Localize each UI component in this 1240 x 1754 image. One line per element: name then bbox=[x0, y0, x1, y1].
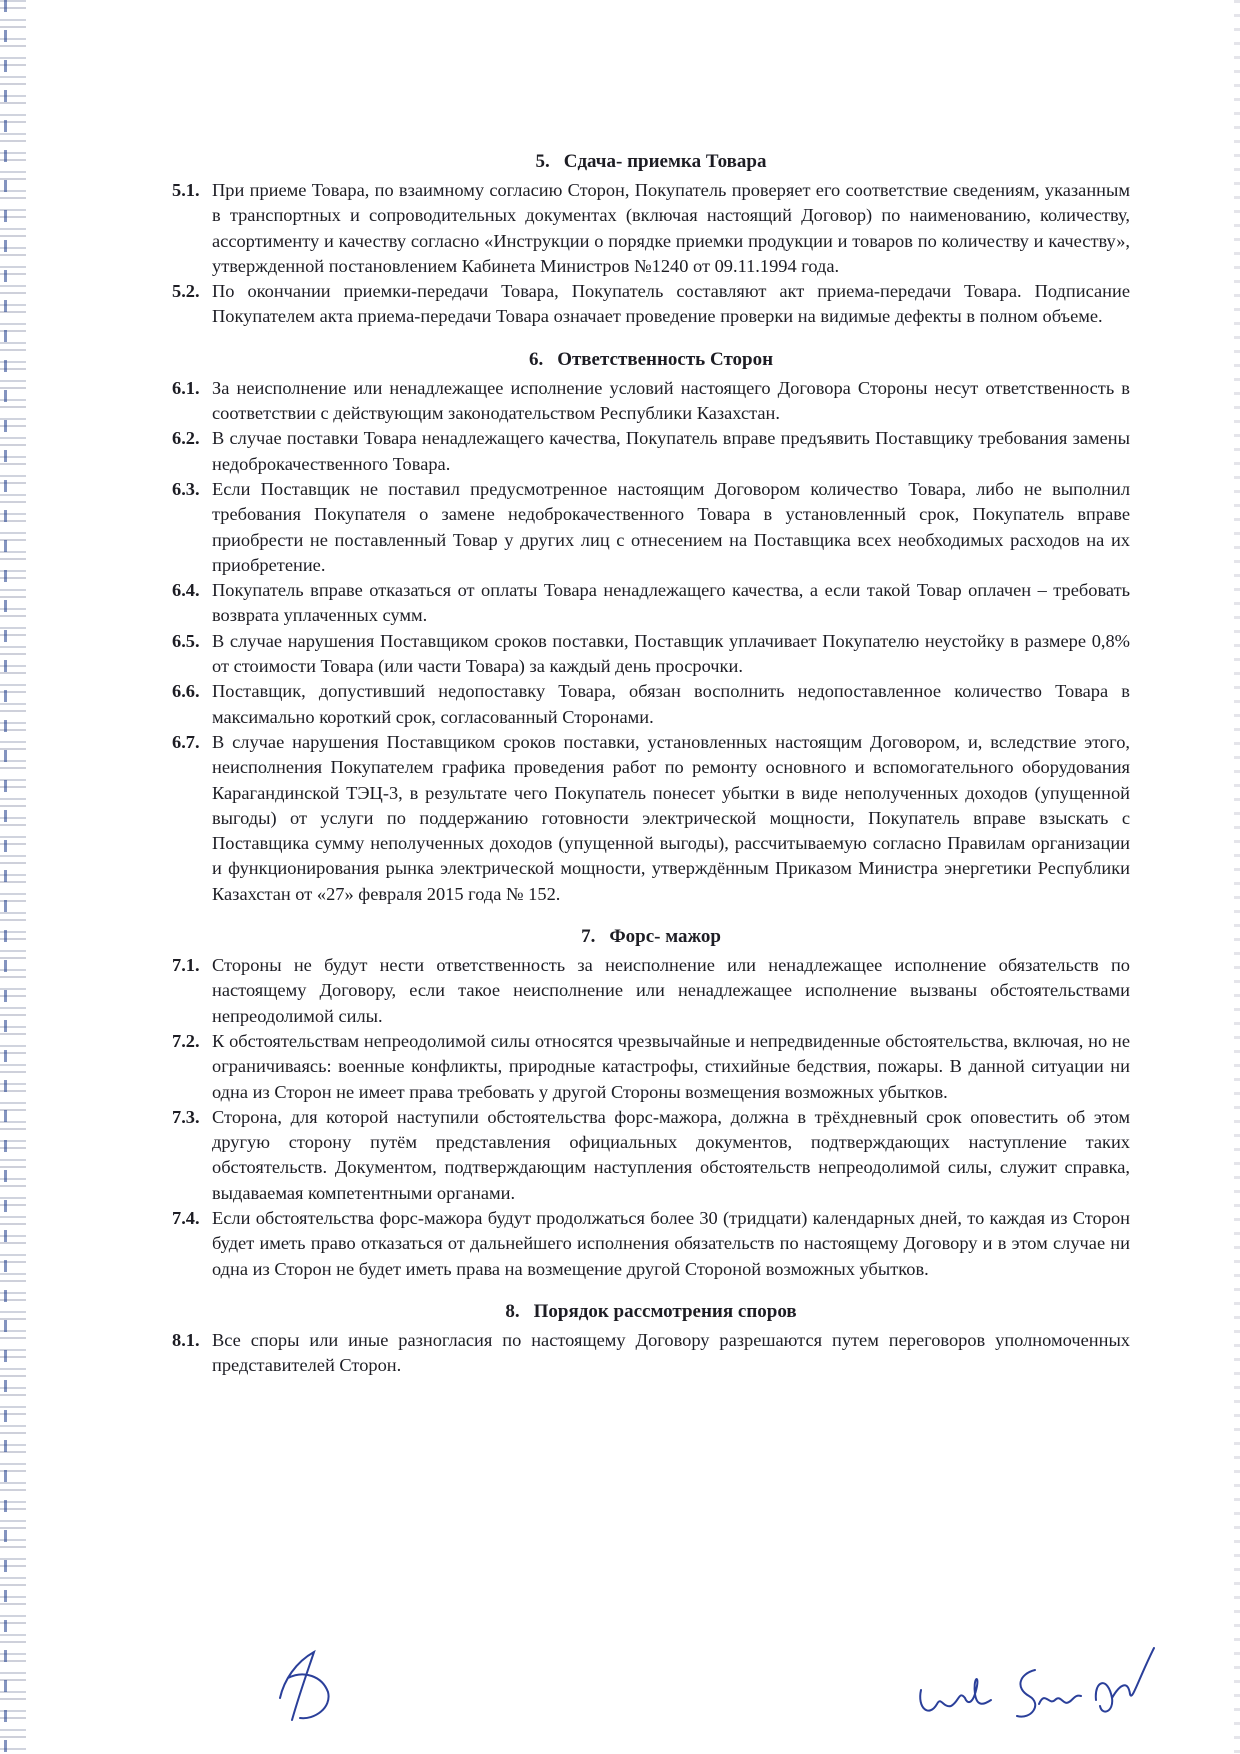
clause bbox=[172, 426, 1130, 477]
clause-text: Сторона, для которой наступили обстоятельства форс-мажора, должна в трёхдневный срок оповестить об этом другую сторону путём представления официальных документов, подтверждающих наступление таких обстоятельств. Документом, подтверждающим наступления обстоятельств непреодолимой силы, служит справка, выдаваемая компетентными органами. bbox=[212, 1106, 1130, 1203]
clause-number: 7.3. bbox=[172, 1106, 200, 1127]
clause-text: Все споры или иные разногласия по настоящему Договору разрешаются путем переговоров уполномоченных представителей Сторон. bbox=[212, 1329, 1130, 1376]
clause-number: 6.5. bbox=[172, 630, 200, 651]
section-number: 6. bbox=[528, 348, 544, 370]
scan-edge-artifact bbox=[0, 0, 26, 1754]
clause-number: 7.1. bbox=[172, 955, 200, 976]
clause bbox=[172, 1029, 1130, 1105]
clause-number: 7.4. bbox=[172, 1207, 200, 1228]
section-6 bbox=[172, 348, 1130, 907]
section-heading: Ответственность Сторон bbox=[557, 348, 774, 370]
clause-number: 6.2. bbox=[172, 428, 200, 449]
clause-text: Стороны не будут нести ответственность за неисполнение или ненадлежащее исполнение обязательств по настоящему Договору, если такое неисполнение или ненадлежащее исполнение вызваны обстоятельствами непреодолимой силы. bbox=[212, 955, 1130, 1026]
signature-right-3 bbox=[1090, 1640, 1160, 1730]
clause bbox=[172, 1105, 1130, 1206]
section-7 bbox=[172, 925, 1130, 1282]
section-title bbox=[172, 150, 1130, 174]
clause bbox=[172, 178, 1130, 279]
clause-number: 8.1. bbox=[172, 1329, 200, 1350]
clause-number: 6.6. bbox=[172, 681, 200, 702]
clause-text: Если обстоятельства форс-мажора будут продолжаться более 30 (тридцати) календарных дней, то каждая из Сторон будет иметь право отказаться от дальнейшего исполнения обязательств по настоящему Договору и в этом случае ни одна из Сторон не будет иметь права на возмещение другой Стороной возможных убытков. bbox=[212, 1207, 1130, 1279]
section-number: 5. bbox=[535, 151, 550, 172]
clause-text: В случае нарушения Поставщиком сроков поставки, Поставщик уплачивает Покупателю неустойку в размере 0,8% от стоимости Товара (или части Товара) за каждый день просрочки. bbox=[212, 630, 1130, 677]
clause-text: По окончании приемки-передачи Товара, Покупатель составляют акт приема-передачи Товара. Подписание Покупателем акта приема-передачи Товара означает проведение проверки на видимые дефекты в полном объеме. bbox=[212, 281, 1130, 327]
section-title bbox=[172, 348, 1130, 372]
section-title bbox=[172, 1300, 1130, 1324]
clause-number: 5.1. bbox=[172, 180, 200, 200]
clause bbox=[172, 953, 1130, 1029]
section-title bbox=[172, 925, 1130, 949]
section-5 bbox=[172, 150, 1130, 330]
clause-text: Покупатель вправе отказаться от оплаты Товара ненадлежащего качества, а если такой Товар оплачен – требовать возврата уплаченных сумм. bbox=[212, 580, 1130, 626]
section-number: 7. bbox=[581, 926, 596, 948]
clause bbox=[172, 1206, 1130, 1282]
clause bbox=[172, 578, 1130, 629]
document-page bbox=[172, 150, 1130, 1396]
section-heading: Порядок рассмотрения споров bbox=[533, 1300, 797, 1322]
section-number: 8. bbox=[505, 1300, 520, 1322]
clause-text: При приеме Товара, по взаимному согласию Сторон, Покупатель проверяет его соответствие сведениям, указанным в транспортных и сопроводительных документах (включая настоящий Договор) по наименованию, количеству, ассортименту и качеству согласно «Инструкции о порядке приемки продукции и товаров по количеству и качеству», утвержденной постановлением Кабинета Министров №1240 от 09.11.1994 года. bbox=[212, 180, 1130, 276]
clause-text: В случае нарушения Поставщиком сроков поставки, установленных настоящим Договором, и, вследствие этого, неисполнения Покупателем графика проведения работ по ремонту основного и вспомогательного оборудования Карагандинской ТЭЦ-3, в результате чего Покупатель понесет убытки в виде неполученных доходов (упущенной выгоды) от услуги по поддержанию готовности электрической мощности, Покупатель вправе взыскать с Поставщика сумму неполученных доходов (упущенной выгоды), рассчитываемую согласно Правилам организации и функционирования рынка электрической мощности, утверждённым Приказом Министра энергетики Республики Казахстан от «27» февраля 2015 года № 152. bbox=[212, 731, 1130, 904]
clause-number: 7.2. bbox=[172, 1030, 200, 1051]
clause bbox=[172, 279, 1130, 330]
clause-text: За неисполнение или ненадлежащее исполнение условий настоящего Договора Стороны несут ответственность в соответствии с действующим законодательством Республики Казахстан. bbox=[212, 377, 1130, 424]
clause-number: 6.4. bbox=[172, 580, 200, 601]
clause-text: Поставщик, допустивший недопоставку Товара, обязан восполнить недопоставленное количество Товара в максимально короткий срок, согласованный Сторонами. bbox=[212, 681, 1130, 727]
signature-right-1 bbox=[915, 1660, 995, 1730]
signature-right-2 bbox=[1005, 1660, 1085, 1730]
clause-text: Если Поставщик не поставил предусмотренное настоящим Договором количество Товара, либо не выполнил требования Покупателя о замене недоброкачественного Товара в установленный срок, Покупатель вправе приобрести не поставленный Товар у других лиц с отнесением на Поставщика всех необходимых расходов на их приобретение. bbox=[212, 478, 1130, 575]
signature-left-initials bbox=[270, 1640, 350, 1730]
signature-area bbox=[0, 1640, 1240, 1750]
clause-number: 6.3. bbox=[172, 478, 200, 499]
scan-edge-artifact-right bbox=[1234, 0, 1240, 1754]
clause-number: 5.2. bbox=[172, 281, 200, 302]
clause bbox=[172, 679, 1130, 730]
clause bbox=[172, 477, 1130, 578]
clause bbox=[172, 629, 1130, 680]
clause-text: К обстоятельствам непреодолимой силы относятся чрезвычайные и непредвиденные обстоятельства, включая, но не ограничиваясь: военные конфликты, природные катастрофы, стихийные бедствия, пожары. В данной ситуации ни одна из Сторон не имеет права требовать у другой Стороны возмещения возможных убытков. bbox=[212, 1030, 1130, 1102]
clause-text: В случае поставки Товара ненадлежащего качества, Покупатель вправе предъявить Поставщику требования замены недоброкачественного Товара. bbox=[212, 428, 1130, 474]
section-heading: Сдача- приемка Товара bbox=[563, 151, 767, 172]
clause bbox=[172, 730, 1130, 907]
clause-number: 6.7. bbox=[172, 731, 200, 752]
clause bbox=[172, 376, 1130, 427]
clause-number: 6.1. bbox=[172, 377, 200, 398]
section-8 bbox=[172, 1300, 1130, 1379]
clause bbox=[172, 1328, 1130, 1379]
section-heading: Форс- мажор bbox=[609, 926, 721, 948]
